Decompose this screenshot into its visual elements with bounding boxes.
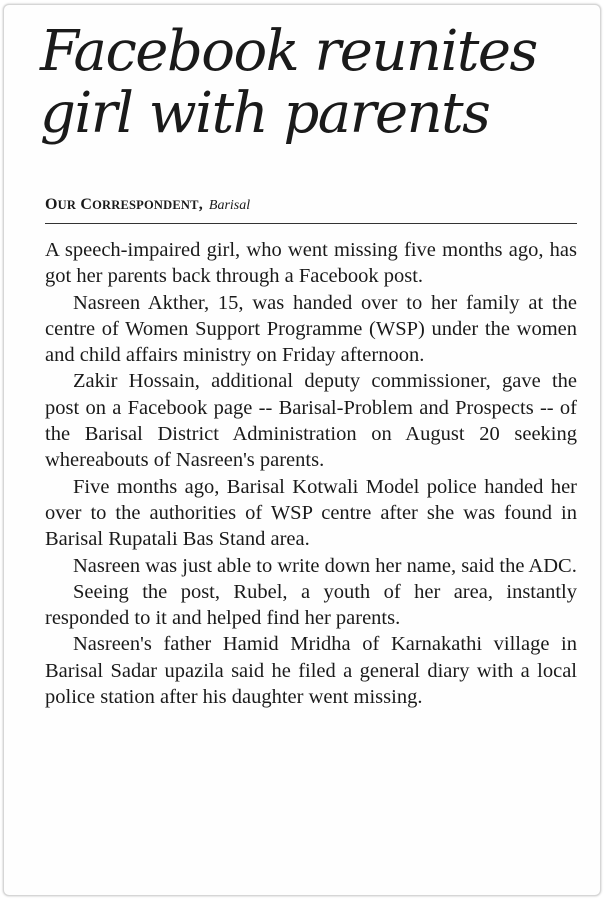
byline-location: Barisal [208, 198, 251, 213]
headline [40, 21, 600, 145]
headline-line-1: Facebook reunites [40, 19, 537, 84]
byline-correspondent: OUR CORRESPONDENT, [45, 196, 203, 213]
newspaper-clipping [3, 4, 601, 896]
byline-rest-2: ORRESPONDENT [92, 198, 199, 212]
paragraph: Nasreen was just able to write down her name, said the ADC. [73, 554, 577, 577]
byline [45, 196, 250, 214]
byline-divider [45, 223, 577, 224]
article-body [45, 237, 577, 710]
byline-rest-1: UR [57, 198, 77, 212]
paragraph: Seeing the post, Rubel, a youth of her area, instantly responded to it and helped find her parents. [45, 580, 577, 630]
headline-line-2: girl with parents [40, 81, 490, 146]
paragraph: Five months ago, Barisal Kotwali Model police handed her over to the authorities of WSP centre after she was found in Barisal Rupatali Bas Stand area. [45, 475, 577, 551]
paragraph: Nasreen's father Hamid Mridha of Karnakathi village in Barisal Sadar upazila said he filed a general diary with a local police station after his daughter went missing. [45, 633, 577, 709]
paragraph: Nasreen Akther, 15, was handed over to her family at the centre of Women Support Programme (WSP) under the women and child affairs ministry on Friday afternoon. [45, 291, 577, 367]
paragraph: Zakir Hossain, additional deputy commissioner, gave the post on a Facebook page -- Barisal-Problem and Prospects -- of the Barisal District Administration on August 20 seeking whereabouts of Nasreen's parents. [45, 370, 577, 472]
paragraph: A speech-impaired girl, who went missing five months ago, has got her parents back through a Facebook post. [45, 239, 577, 288]
byline-initial-2: C [80, 196, 93, 213]
byline-initial-1: O [45, 196, 58, 213]
